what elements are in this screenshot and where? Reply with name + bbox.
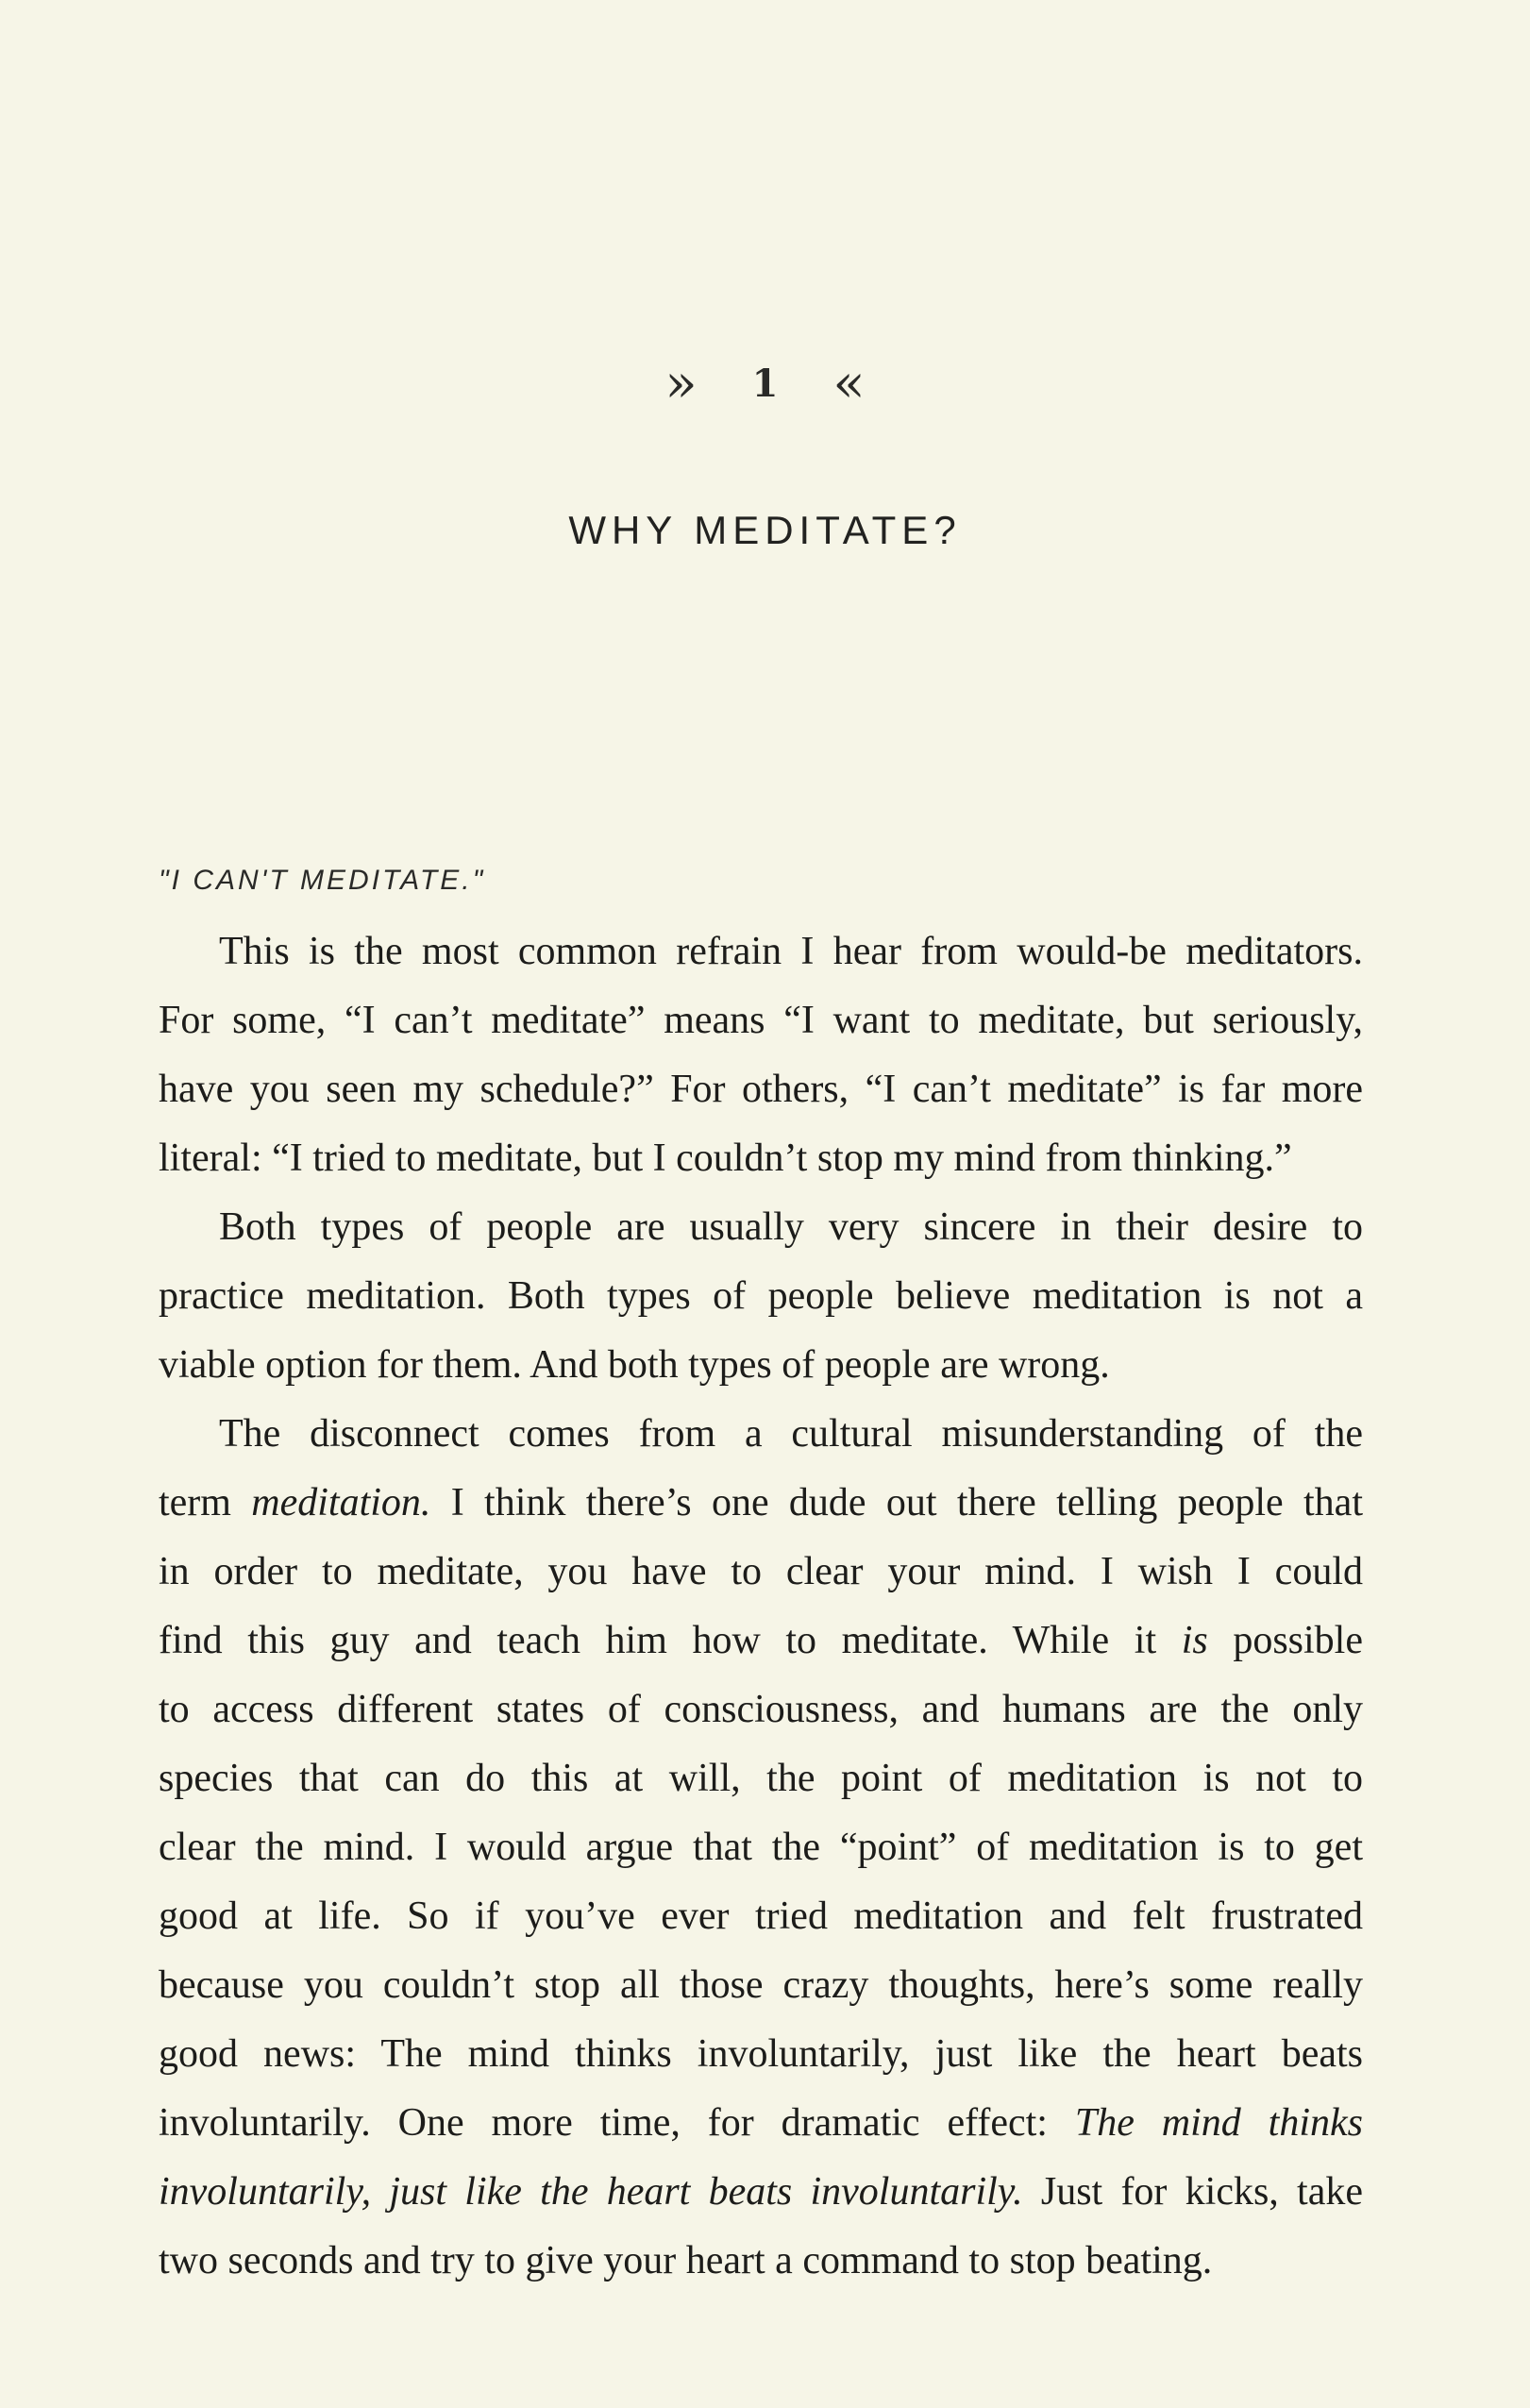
body-line: have you seen my schedule?” For others, “I can’t meditate” is far more xyxy=(159,1068,1363,1111)
body-line: species that can do this at will, the point of meditation is not to xyxy=(159,1757,1363,1800)
body-text-run: involuntarily. One more time, for dramatic effect: xyxy=(159,2101,1075,2145)
body-line: in order to meditate, you have to clear your mind. I wish I could xyxy=(159,1550,1363,1593)
body-text-run: find this guy and teach him how to meditate. While it xyxy=(159,1619,1182,1662)
body-line: viable option for them. And both types of people are wrong. xyxy=(159,1343,1110,1387)
body-text-emphasis: The mind thinks xyxy=(1074,2101,1364,2145)
body-line xyxy=(159,2089,1363,2158)
body-text-run: term xyxy=(159,1481,252,1524)
body-line: For some, “I can’t meditate” means “I want to meditate, but seriously, xyxy=(159,999,1363,1042)
body-line: literal: “I tried to meditate, but I couldn’t stop my mind from thinking.” xyxy=(159,1137,1292,1180)
body-line: The disconnect comes from a cultural misunderstanding of the xyxy=(219,1412,1363,1456)
body-text xyxy=(159,918,1363,2296)
body-line: two seconds and try to give your heart a command to stop beating. xyxy=(159,2239,1213,2282)
body-line: This is the most common refrain I hear from would-be meditators. xyxy=(219,930,1363,973)
body-line xyxy=(159,2158,1363,2227)
chapter-marker xyxy=(0,352,1530,414)
body-line: good at life. So if you’ve ever tried meditation and felt frustrated xyxy=(159,1894,1363,1938)
body-line xyxy=(159,1607,1363,1675)
body-line: clear the mind. I would argue that the “point” of meditation is to get xyxy=(159,1826,1363,1869)
left-guillemet-icon: » xyxy=(664,352,698,414)
body-text-run: I think there’s one dude out there telling people that xyxy=(430,1481,1363,1524)
right-guillemet-icon: « xyxy=(832,352,866,414)
body-text-run: Just for kicks, take xyxy=(1022,2170,1363,2214)
body-text-emphasis: meditation. xyxy=(251,1481,431,1524)
body-line: because you couldn’t stop all those crazy thoughts, here’s some really xyxy=(159,1963,1363,2007)
body-text-emphasis: is xyxy=(1181,1619,1208,1662)
section-heading: "I CAN'T MEDITATE." xyxy=(159,865,486,896)
body-text-emphasis: involuntarily, just like the heart beats involuntarily. xyxy=(159,2170,1023,2214)
body-line xyxy=(159,1469,1363,1538)
body-line: good news: The mind thinks involuntarily, just like the heart beats xyxy=(159,2032,1363,2076)
chapter-number: 1 xyxy=(751,361,779,406)
chapter-title: WHY MEDITATE? xyxy=(568,508,962,552)
body-line: Both types of people are usually very sincere in their desire to xyxy=(219,1205,1363,1249)
body-text-run: possible xyxy=(1207,1619,1363,1662)
body-line: to access different states of consciousness, and humans are the only xyxy=(159,1688,1363,1731)
body-line: practice meditation. Both types of people believe meditation is not a xyxy=(159,1274,1363,1318)
